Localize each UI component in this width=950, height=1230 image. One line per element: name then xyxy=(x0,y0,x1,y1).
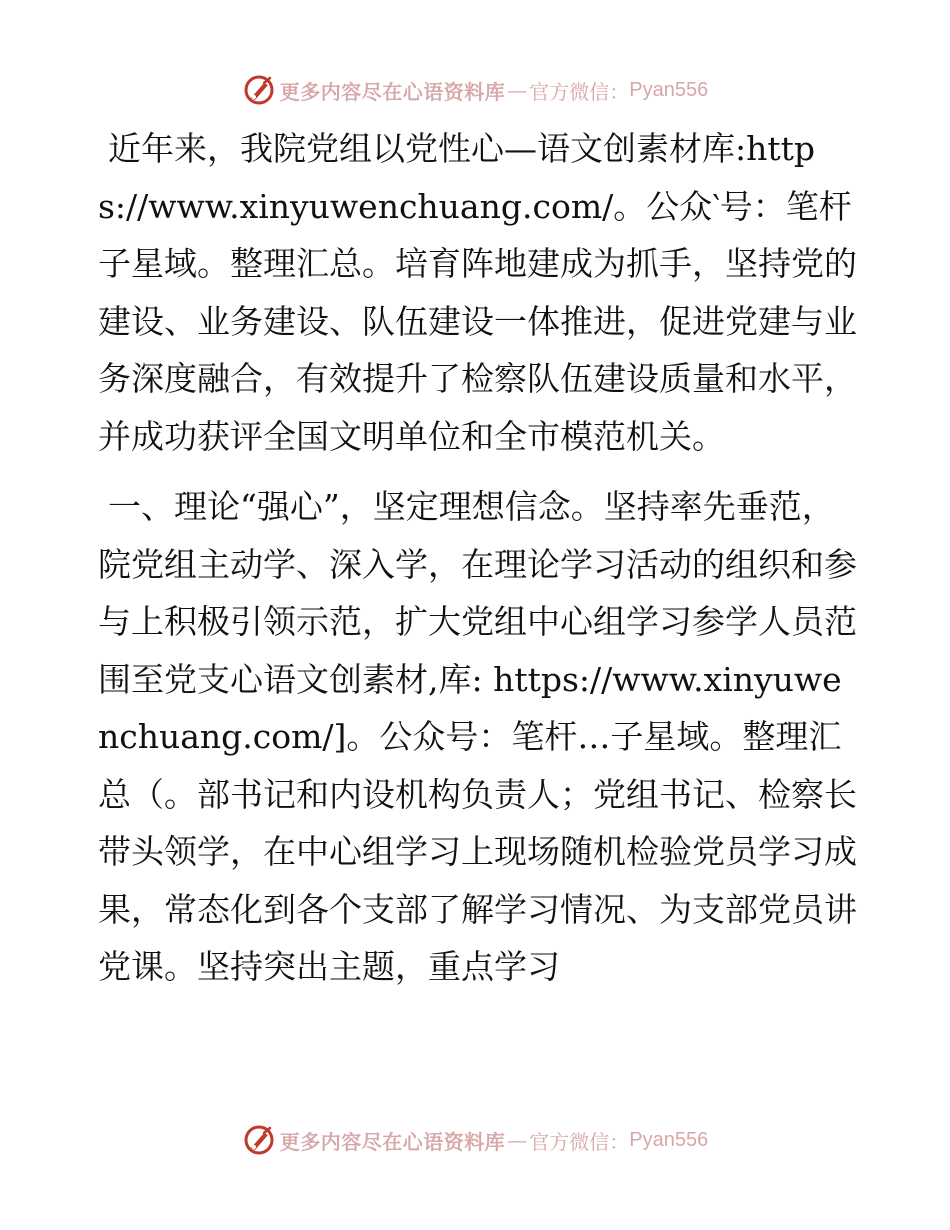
header-account: Pyan556 xyxy=(629,78,709,101)
paragraph-section-one: 一、理论“强心”，坚定理想信念。坚持率先垂范，院党组主动学、深入学，在理论学习活动的组织和参与上积极引领示范，扩大党组中心组学习参学人员范围至党支心语文创素材,库: https://www.xinyuwenchuang.com/]。公众号：笔杆…子星域。整理汇总（。部书记和内设机构负责人；党组书记、检察长带头领学，在中心组学习上现场随机检验党员学习成果，常态化到各个支部了解学习情况、为支部党员讲党课。坚持突出主题，重点学习 xyxy=(98,487,857,986)
header-separator: — xyxy=(507,78,528,102)
footer-watermark xyxy=(0,1120,950,1160)
header-slogan: 更多内容尽在心语资料库 xyxy=(279,79,506,104)
footer-wechat-label: 官方微信： xyxy=(529,1129,630,1154)
feather-pen-logo-icon xyxy=(242,73,276,107)
header-watermark xyxy=(0,70,950,110)
footer-separator: — xyxy=(507,1128,528,1152)
document-body xyxy=(98,120,858,996)
feather-pen-logo-icon xyxy=(242,1123,276,1157)
paragraph-intro: 近年来，我院党组以党性心—语文创素材库:https://www.xinyuwenchuang.com/。公众‵号：笔杆子星域。整理汇总。培育阵地建成为抓手，坚持党的建设、业务建设、队伍建设一体推进，促进党建与业务深度融合，有效提升了检察队伍建设质量和水平，并成功获评全国文明单位和全市模范机关。 xyxy=(98,129,857,456)
header-wechat-label: 官方微信： xyxy=(529,79,630,104)
footer-slogan: 更多内容尽在心语资料库 xyxy=(279,1129,506,1154)
footer-account: Pyan556 xyxy=(629,1128,709,1151)
